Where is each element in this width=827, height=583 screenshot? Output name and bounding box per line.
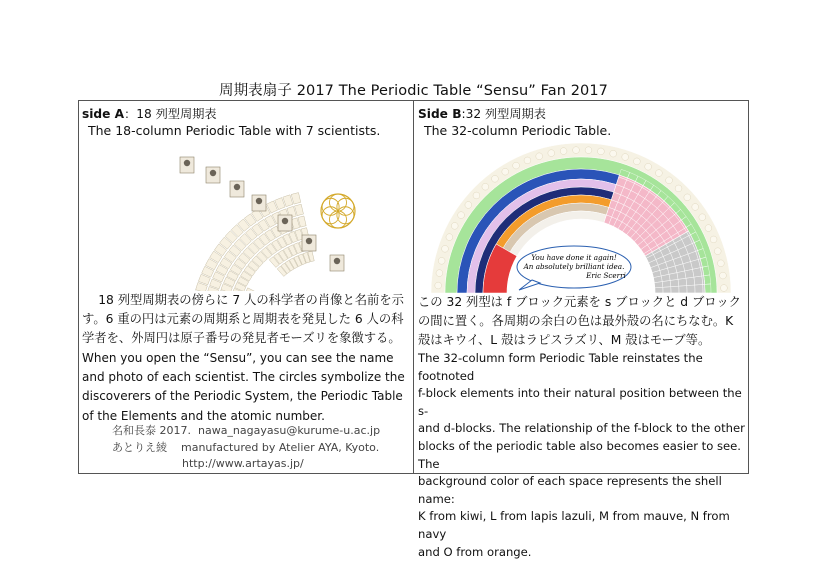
side-a-en-line: When you open the “Sensu”, you can see the name [82, 351, 394, 365]
outer-ring-dot [684, 194, 691, 201]
element-cell [291, 193, 301, 205]
side-a-label-jp: ：18 列型周期表 [124, 107, 217, 121]
outer-ring-dot [502, 168, 509, 175]
side-a-en-line: and photo of each scientist. The circles symbolize the [82, 370, 405, 385]
outer-ring-dot [705, 225, 712, 232]
side-b-en-line: The 32-column form Periodic Table reinstates the footnoted [418, 351, 703, 383]
side-a-heading [82, 105, 217, 122]
outer-ring-dot [585, 147, 592, 154]
side-a-jp-line: 学者を、外周円は原子番号の発見者モーズリを象徴する。 [82, 331, 401, 346]
outer-ring-dot [436, 270, 443, 277]
side-b-heading [418, 105, 546, 122]
outer-ring-dot [633, 158, 640, 165]
outer-ring-dot [435, 282, 442, 289]
side-b-label-jp: :32 列型周期表 [461, 107, 546, 121]
side-b-japanese-text [418, 293, 741, 351]
quote-bubble [517, 246, 631, 290]
side-b-en-line: and O from orange. [418, 544, 532, 559]
outer-ring-dot [717, 260, 724, 267]
side-b-fan-figure [416, 143, 746, 293]
side-a-en-line: of the Elements and the atomic number. [82, 408, 325, 423]
outer-ring-dot [666, 177, 673, 184]
outer-ring-dot [536, 153, 543, 160]
side-a-subtitle: The 18-column Periodic Table with 7 scientists. [88, 123, 381, 138]
outer-ring-dot [473, 192, 480, 199]
outer-ring-dot [645, 163, 652, 170]
outer-ring-dot [655, 170, 662, 177]
credit-url[interactable]: http://www.artayas.jp/ [182, 457, 304, 471]
outer-ring-dot [720, 272, 727, 279]
side-b-en-line: blocks of the periodic table also becomes easier to see. The [418, 438, 741, 471]
portrait-head [210, 170, 216, 176]
panel-divider [413, 100, 414, 474]
outer-ring-dot [714, 248, 721, 255]
side-b-en-line: K from kiwi, L from lapis lazuli, M from mauve, N from navy [418, 509, 730, 541]
portrait-head [282, 218, 288, 224]
portrait-head [256, 198, 262, 204]
outer-ring-dot [622, 154, 629, 161]
side-a-en-line: discoverers of the Periodic System, the Periodic Table [82, 389, 403, 404]
outer-ring-dot [675, 185, 682, 192]
outer-ring-dot [610, 150, 617, 157]
portrait-head [184, 160, 190, 166]
outer-ring-dot [721, 285, 728, 292]
side-b-english-text [418, 350, 746, 561]
outer-ring-dot [573, 147, 580, 154]
side-b-jp-line: この 32 列型は f ブロック元素を s ブロックと d ブロック [418, 295, 741, 309]
portrait-head [234, 184, 240, 190]
credits-block [112, 423, 380, 473]
outer-ring-dot [442, 245, 449, 252]
outer-ring-dot [451, 222, 458, 229]
side-a-english-text [82, 349, 405, 426]
portrait-head [306, 238, 312, 244]
outer-ring-dot [548, 150, 555, 157]
outer-ring-dot [699, 214, 706, 221]
side-b-en-line: f-block elements into their natural position between the s- [418, 386, 742, 418]
page-title: 周期表扇子 2017 The Periodic Table “Sensu” Fan 2017 [218, 83, 608, 99]
side-b-en-line: and d-blocks. The relationship of the f-block to the other [418, 421, 745, 436]
outer-ring-dot [710, 236, 717, 243]
bubble-line-1: You have done it again! [531, 253, 617, 262]
outer-ring-dot [482, 183, 489, 190]
outer-ring-dot [513, 162, 520, 169]
outer-ring-dot [492, 175, 499, 182]
portrait-head [334, 258, 340, 264]
circles-emblem [321, 194, 355, 228]
outer-ring-dot [524, 157, 531, 164]
side-a-label: side A [82, 107, 125, 121]
side-a-japanese-text [82, 291, 404, 349]
outer-ring-dot [446, 234, 453, 241]
side-b-jp-line: 殻はキウイ、L 殻はラピスラズリ、M 殻はモーブ等。 [418, 333, 711, 348]
side-b-label: Side B [418, 107, 462, 121]
credit-author: 名和長泰 2017. nawa_nagayasu@kurume-u.ac.jp [112, 424, 381, 437]
side-b-subtitle: The 32-column Periodic Table. [424, 123, 612, 138]
outer-ring-dot [438, 257, 445, 264]
outer-ring-dot [560, 148, 567, 155]
side-a-jp-line: 18 列型周期表の傍らに 7 人の科学者の肖像と名前を示 [82, 293, 404, 307]
side-a-fan-figure [80, 139, 411, 291]
side-b-jp-line: の間に置く。各周期の余白の色は最外殻の名にちなむ。K [418, 314, 734, 329]
side-b-en-line: background color of each space represents the shell name: [418, 474, 722, 506]
credit-manufacturer: あとりえ綾 manufactured by Atelier AYA, Kyoto. [112, 440, 380, 454]
bubble-line-2: An absolutely brilliant idea. [523, 262, 625, 271]
outer-ring-dot [458, 212, 465, 219]
side-a-jp-line: す。6 重の円は元素の周期系と周期表を発見した 6 人の科 [82, 312, 404, 327]
outer-ring-dot [465, 202, 472, 209]
outer-ring-dot [598, 148, 605, 155]
bubble-signature: Eric Scerri [586, 271, 626, 280]
outer-ring-dot [692, 204, 699, 211]
